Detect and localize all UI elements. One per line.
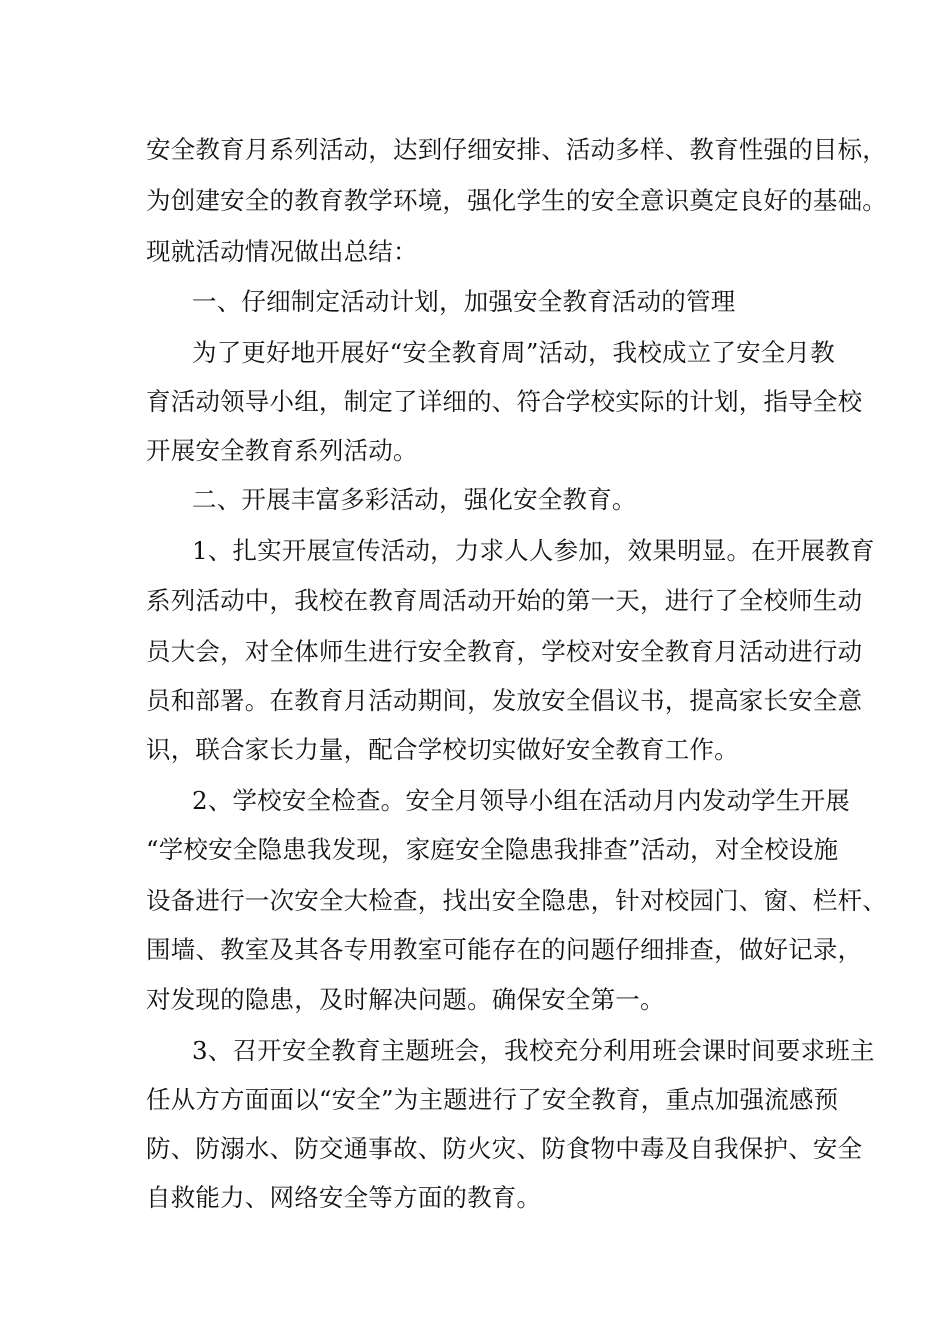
body-text-line: 开展安全教育系列活动。 — [146, 436, 418, 465]
body-text-line: 对发现的隐患，及时解决问题。确保安全第一。 — [146, 985, 665, 1014]
body-text-line: 现就活动情况做出总结： — [146, 237, 418, 266]
body-text-line: 防、防溺水、防交通事故、防火灾、防食物中毒及自我保护、安全 — [146, 1134, 863, 1163]
body-text-line: 识，联合家长力量，配合学校切实做好安全教育工作。 — [146, 735, 739, 764]
body-text-line: 围墙、教室及其各专用教室可能存在的问题仔细排查，做好记录， — [146, 935, 863, 964]
section-heading: 一、仔细制定活动计划，加强安全教育活动的管理 — [192, 287, 736, 316]
body-text-line: 系列活动中，我校在教育周活动开始的第一天，进行了全校师生动 — [146, 586, 863, 615]
body-text-line: 员大会，对全体师生进行安全教育，学校对安全教育月活动进行动 — [146, 637, 863, 666]
body-text-line: 3、召开安全教育主题班会，我校充分利用班会课时间要求班主 — [192, 1036, 875, 1065]
body-text-line: “学校安全隐患我发现，家庭安全隐患我排查”活动，对全校设施 — [146, 835, 839, 864]
body-text-line: 任从方方面面以“安全”为主题进行了安全教育，重点加强流感预 — [146, 1085, 839, 1114]
body-text-line: 设备进行一次安全大检查，找出安全隐患，针对校园门、窗、栏杆、 — [146, 886, 887, 915]
body-text-line: 自救能力、网络安全等方面的教育。 — [146, 1183, 542, 1212]
body-text-line: 1、扎实开展宣传活动，力求人人参加，效果明显。在开展教育 — [192, 536, 875, 565]
body-text-line: 育活动领导小组，制定了详细的、符合学校实际的计划，指导全校 — [146, 387, 863, 416]
body-text-line: 2、学校安全检查。安全月领导小组在活动月内发动学生开展 — [192, 786, 850, 815]
body-text-line: 为了更好地开展好“安全教育周”活动，我校成立了安全月教 — [192, 338, 835, 367]
section-heading: 二、开展丰富多彩活动，强化安全教育。 — [192, 485, 637, 514]
body-text-line: 为创建安全的教育教学环境，强化学生的安全意识奠定良好的基础。 — [146, 186, 887, 215]
body-text-line: 员和部署。在教育月活动期间，发放安全倡议书，提高家长安全意 — [146, 686, 863, 715]
body-text-line: 安全教育月系列活动，达到仔细安排、活动多样、教育性强的目标， — [146, 135, 887, 164]
